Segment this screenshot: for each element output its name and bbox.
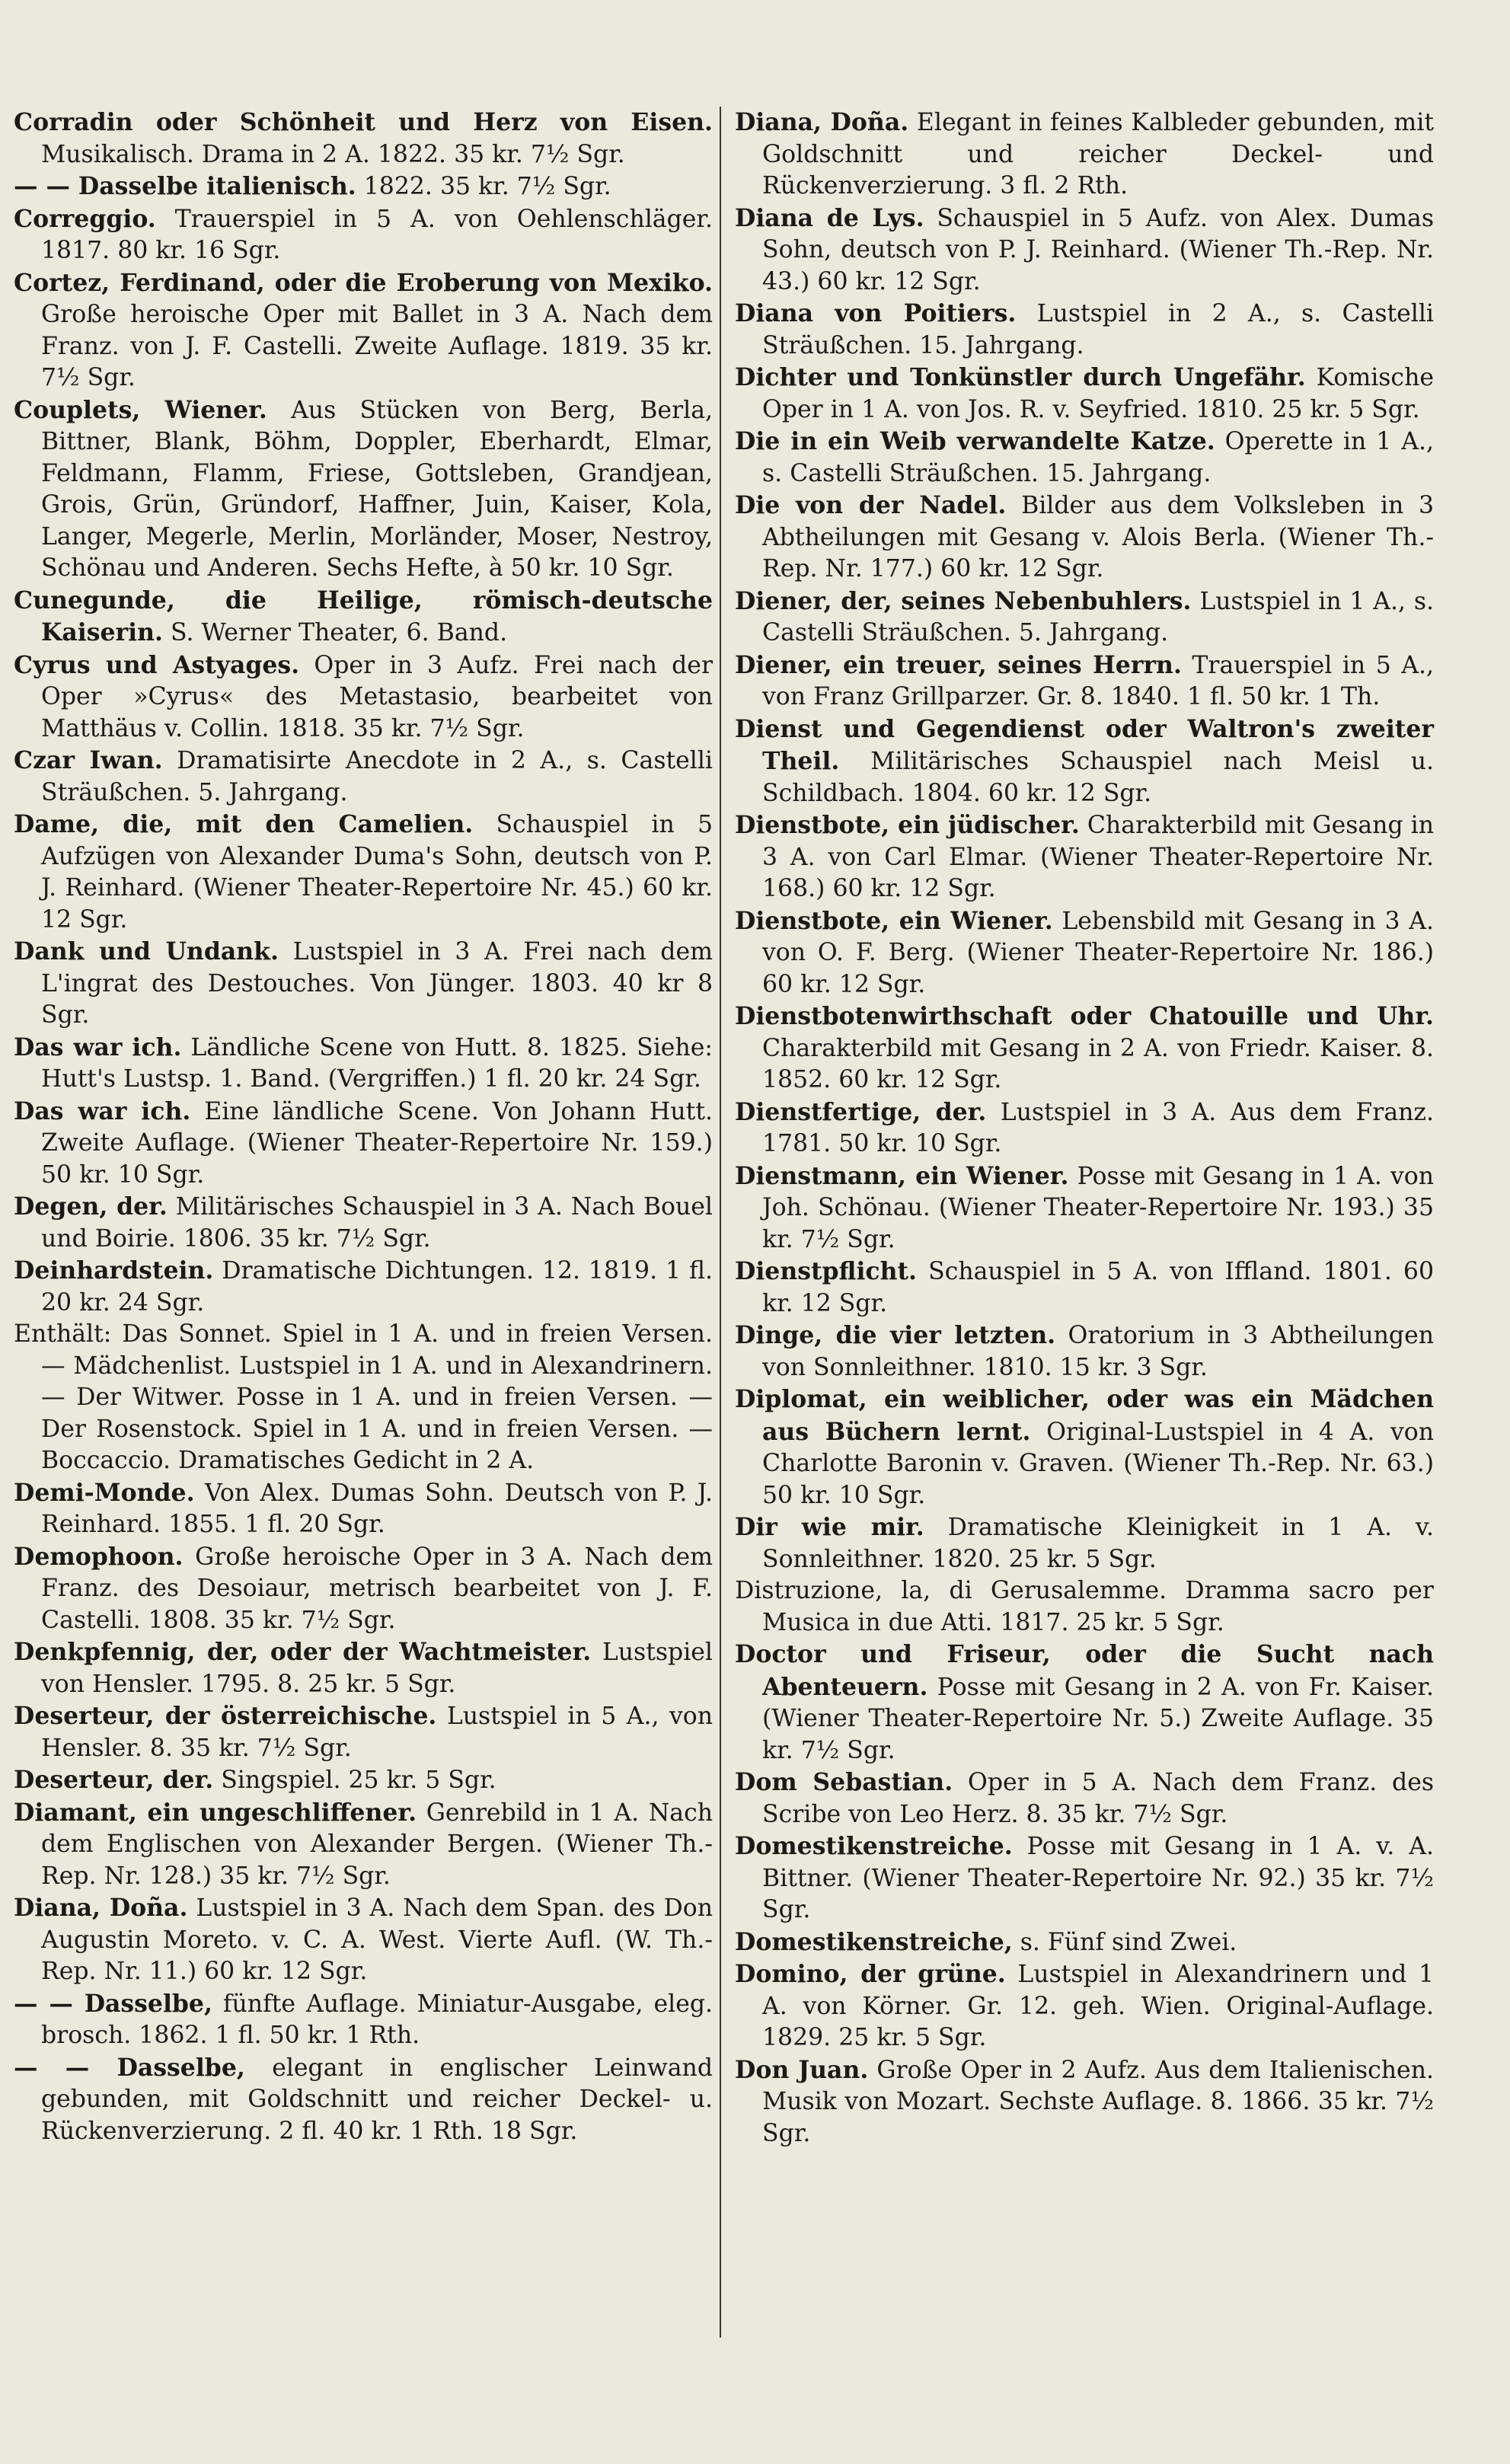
entry-text: Lustspiel in 1 A., s. Castelli Sträußchen. 5. Jahrgang. xyxy=(762,587,1435,646)
entry-text: Posse mit Gesang in 1 A. v. A. Bittner. (Wiener Theater-Repertoire Nr. 92.) 35 kr. 7½ Sgr. xyxy=(762,1833,1435,1923)
catalog-entry xyxy=(735,298,1434,362)
catalog-entry xyxy=(735,1511,1434,1575)
catalog-entry xyxy=(14,267,713,394)
entry-title: Dienstbote, ein Wiener. xyxy=(735,906,1053,935)
entry-title: Dichter und Tonkünstler durch Ungefähr. xyxy=(735,363,1306,391)
entry-title: Dienstpflicht. xyxy=(735,1257,918,1285)
entry-title: Diener, der, seines Nebenbuhlers. xyxy=(735,586,1192,615)
catalog-entry xyxy=(735,1256,1434,1320)
entry-title: Deserteur, der österreichische. xyxy=(14,1702,437,1730)
catalog-entry xyxy=(14,650,713,745)
catalog-entry xyxy=(735,203,1434,298)
entry-title: Dank und Undank. xyxy=(14,937,279,965)
entry-title: Cunegunde, die Heilige, römisch-deutsche Kaiserin. xyxy=(14,586,713,646)
catalog-entry xyxy=(735,1575,1434,1639)
entry-text: fünfte Auflage. Miniatur-Ausgabe, eleg. brosch. 1862. 1 fl. 50 kr. 1 Rth. xyxy=(41,1990,713,2049)
entry-text: Dramatisirte Anecdote in 2 A., s. Castelli Sträußchen. 5. Jahrgang. xyxy=(41,747,713,806)
catalog-entry xyxy=(735,1639,1434,1767)
entry-text: Operette in 1 A., s. Castelli Sträußchen. 15. Jahrgang. xyxy=(762,428,1434,487)
entry-text: Aus Stücken von Berg, Berla, Bittner, Blank, Böhm, Doppler, Eberhardt, Elmar, Feldmann, Flamm, Friese, Gottsleben, Grandjean, Grois, Grün, Gründorf, Haffner, Juin, Kaiser, Kola, Langer, Megerle, Merlin, Morländer, Moser, Nestroy, Schönau und Anderen. Sechs Hefte, à 50 kr. 10 Sgr. xyxy=(41,396,713,582)
entry-text: elegant in englischer Leinwand gebunden, mit Goldschnitt und reicher Deckel- u. Rückenverzierung. 2 fl. 40 kr. 1 Rth. 18 Sgr. xyxy=(41,2054,713,2145)
catalog-entry xyxy=(14,1764,713,1797)
entry-title: Diamant, ein ungeschliffener. xyxy=(14,1798,417,1827)
entry-title: Die von der Nadel. xyxy=(735,491,1007,519)
catalog-entry xyxy=(735,362,1434,426)
catalog-entry xyxy=(735,1958,1434,2054)
entry-text: Lustspiel in Alexandrinern und 1 A. von Körner. Gr. 12. geh. Wien. Original-Auflage. 1829. 25 kr. 5 Sgr. xyxy=(762,1961,1435,2051)
entry-title: Doctor und Friseur, oder die Sucht nach Abenteuern. xyxy=(735,1640,1434,1701)
entry-text: Original-Lustspiel in 4 A. von Charlotte Baronin v. Graven. (Wiener Th.-Rep. Nr. 63.) 50 kr. 10 Sgr. xyxy=(762,1418,1434,1509)
entry-text: s. Fünf sind Zwei. xyxy=(1020,1928,1237,1956)
entry-text: Charakterbild mit Gesang in 2 A. von Friedr. Kaiser. 8. 1852. 60 kr. 12 Sgr. xyxy=(762,1034,1434,1093)
entry-text: Militärisches Schauspiel nach Meisl u. Schildbach. 1804. 60 kr. 12 Sgr. xyxy=(762,748,1434,807)
entry-text: Trauerspiel in 5 A., von Franz Grillparzer. Gr. 8. 1840. 1 fl. 50 kr. 1 Th. xyxy=(762,651,1435,710)
entry-title: Dienstmann, ein Wiener. xyxy=(735,1161,1069,1190)
catalog-entry xyxy=(735,426,1434,490)
entry-title: Dienstfertige, der. xyxy=(735,1097,987,1126)
entry-text: Oper in 5 A. Nach dem Franz. des Scribe von Leo Herz. 8. 35 kr. 7½ Sgr. xyxy=(762,1769,1435,1828)
entry-text: Lustspiel von Hensler. 1795. 8. 25 kr. 5 Sgr. xyxy=(41,1639,713,1698)
entry-title: Dienst und Gegendienst oder Waltron's zweiter Theil. xyxy=(735,714,1434,775)
entry-title: Correggio. xyxy=(14,204,156,233)
entry-text: Genrebild in 1 A. Nach dem Englischen von Alexander Bergen. (Wiener Th.-Rep. Nr. 128.) 35 kr. 7½ Sgr. xyxy=(41,1799,713,1890)
entry-title: Don Juan. xyxy=(735,2055,869,2084)
entry-title: Diana von Poitiers. xyxy=(735,299,1017,327)
entry-text: Distruzione, la, di Gerusalemme. Dramma sacro per Musica in due Atti. 1817. 25 kr. 5 Sgr. xyxy=(735,1577,1434,1636)
column-divider xyxy=(720,107,721,2338)
entry-text: Lustspiel in 2 A., s. Castelli Sträußchen. 15. Jahrgang. xyxy=(762,300,1435,359)
entry-title: — — Dasselbe, xyxy=(14,1989,212,2018)
entry-title: Diana de Lys. xyxy=(735,203,924,232)
entry-title: Corradin oder Schönheit und Herz von Eisen. xyxy=(14,108,713,136)
catalog-entry xyxy=(14,1191,713,1255)
entry-title: Denkpfennig, der, oder der Wachtmeister. xyxy=(14,1638,592,1666)
catalog-entry xyxy=(735,107,1434,203)
entry-text: Bilder aus dem Volksleben in 3 Abtheilungen mit Gesang v. Alois Berla. (Wiener Th.-Rep. Nr. 177.) 60 kr. 12 Sgr. xyxy=(762,492,1435,582)
entry-title: Das war ich. xyxy=(14,1096,191,1125)
entry-text: Trauerspiel in 5 A. von Oehlenschläger. 1817. 80 kr. 16 Sgr. xyxy=(41,205,713,264)
catalog-entry xyxy=(14,1319,713,1477)
catalog-entry xyxy=(14,1988,713,2052)
entry-title: — — Dasselbe italienisch. xyxy=(14,172,356,200)
entry-title: Czar Iwan. xyxy=(14,746,163,774)
entry-text: Oratorium in 3 Abtheilungen von Sonnleithner. 1810. 15 kr. 3 Sgr. xyxy=(762,1322,1434,1381)
entry-title: Diana, Doña. xyxy=(14,1894,188,1922)
entry-text: Charakterbild mit Gesang in 3 A. von Carl Elmar. (Wiener Theater-Repertoire Nr. 168.) 60 kr. 12 Sgr. xyxy=(762,812,1434,902)
catalog-entry xyxy=(735,1096,1434,1160)
entry-title: Diplomat, ein weiblicher, oder was ein Mädchen aus Büchern lernt. xyxy=(735,1385,1434,1446)
entry-text: Lustspiel in 3 A. Aus dem Franz. 1781. 50 kr. 10 Sgr. xyxy=(762,1098,1435,1157)
entry-title: Degen, der. xyxy=(14,1192,168,1221)
entry-text: Dramatische Dichtungen. 12. 1819. 1 fl. 20 kr. 24 Sgr. xyxy=(41,1257,713,1317)
entry-text: Große heroische Oper mit Ballet in 3 A. Nach dem Franz. von J. F. Castelli. Zweite Auflage. 1819. 35 kr. 7½ Sgr. xyxy=(41,301,713,391)
entry-text: Lustspiel in 5 A., von Hensler. 8. 35 kr. 7½ Sgr. xyxy=(41,1703,713,1762)
catalog-entry xyxy=(735,1320,1434,1384)
catalog-entry xyxy=(14,745,713,809)
entry-title: Deserteur, der. xyxy=(14,1766,214,1794)
catalog-entry xyxy=(735,905,1434,1001)
entry-text: Komische Oper in 1 A. von Jos. R. v. Seyfried. 1810. 25 kr. 5 Sgr. xyxy=(762,364,1435,423)
catalog-entry xyxy=(14,1477,713,1541)
entry-text: Eine ländliche Scene. Von Johann Hutt. Zweite Auflage. (Wiener Theater-Repertoire Nr. 159.) 50 kr. 10 Sgr. xyxy=(41,1097,713,1189)
entry-title: Dienstbotenwirthschaft oder Chatouille und Uhr. xyxy=(735,1002,1434,1030)
entry-title: Dinge, die vier letzten. xyxy=(735,1321,1056,1349)
catalog-entry xyxy=(735,1767,1434,1830)
catalog-entry xyxy=(735,1830,1434,1926)
right-column xyxy=(735,107,1434,2150)
entry-title: Cyrus und Astyages. xyxy=(14,650,300,679)
entry-text: Schauspiel in 5 A. von Iffland. 1801. 60 kr. 12 Sgr. xyxy=(762,1258,1435,1317)
entry-title: Dame, die, mit den Camelien. xyxy=(14,810,474,838)
catalog-entry xyxy=(14,203,713,267)
catalog-entry xyxy=(14,936,713,1032)
entry-text: Von Alex. Dumas Sohn. Deutsch von P. J. Reinhard. 1855. 1 fl. 20 Sgr. xyxy=(41,1479,713,1538)
catalog-entry xyxy=(14,1892,713,1988)
catalog-entry xyxy=(735,713,1434,810)
entry-text: Lebensbild mit Gesang in 3 A. von O. F. Berg. (Wiener Theater-Repertoire Nr. 186.) 60 kr. 12 Sgr. xyxy=(762,907,1434,998)
entry-text: 1822. 35 kr. 7½ Sgr. xyxy=(363,173,611,200)
entry-text: Ländliche Scene von Hutt. 8. 1825. Siehe: Hutt's Lustsp. 1. Band. (Vergriffen.) 1 fl. 20 kr. 24 Sgr. xyxy=(41,1033,713,1093)
catalog-entry xyxy=(14,107,713,171)
entry-text: Elegant in feines Kalbleder gebunden, mit Goldschnitt und reicher Deckel- und Rückenverzierung. 3 fl. 2 Rth. xyxy=(762,109,1435,199)
entry-title: Cortez, Ferdinand, oder die Eroberung von Mexiko. xyxy=(14,268,713,297)
entry-title: Domestikenstreiche, xyxy=(735,1927,1013,1956)
entry-text: S. Werner Theater, 6. Band. xyxy=(170,619,508,646)
entry-title: Diener, ein treuer, seines Herrn. xyxy=(735,650,1182,679)
left-column xyxy=(14,107,713,2147)
catalog-entry xyxy=(14,1032,713,1096)
entry-title: Domestikenstreiche. xyxy=(735,1832,1013,1860)
entry-text: Posse mit Gesang in 2 A. von Fr. Kaiser. (Wiener Theater-Repertoire Nr. 5.) Zweite Auflage. 35 kr. 7½ Sgr. xyxy=(762,1673,1435,1764)
catalog-entry xyxy=(14,809,713,936)
entry-text: Lustspiel in 3 A. Nach dem Span. des Don Augustin Moreto. v. C. A. West. Vierte Aufl. (W. Th.-Rep. Nr. 11.) 60 kr. 12 Sgr. xyxy=(41,1894,713,1985)
entry-text: Dramatische Kleinigkeit in 1 A. v. Sonnleithner. 1820. 25 kr. 5 Sgr. xyxy=(762,1514,1434,1573)
catalog-entry xyxy=(735,1926,1434,1959)
entry-text: Große Oper in 2 Aufz. Aus dem Italienischen. Musik von Mozart. Sechste Auflage. 8. 1866. 35 kr. 7½ Sgr. xyxy=(762,2056,1434,2147)
entry-text: Oper in 3 Aufz. Frei nach der Oper »Cyrus« des Metastasio, bearbeitet von Matthäus v. Collin. 1818. 35 kr. 7½ Sgr. xyxy=(41,651,713,742)
entry-text: Musikalisch. Drama in 2 A. 1822. 35 kr. 7½ Sgr. xyxy=(41,140,625,168)
catalog-entry xyxy=(735,490,1434,586)
entry-text: Enthält: Das Sonnet. Spiel in 1 A. und in freien Versen. — Mädchenlist. Lustspiel in 1 A. und in Alexandrinern. — Der Witwer. Posse in 1 A. und in freien Versen. — Der Rosenstock. Spiel in 1 A. und in freien Versen. — Boccaccio. Dramatisches Gedicht in 2 A. xyxy=(14,1320,713,1474)
entry-title: Demi-Monde. xyxy=(14,1478,195,1507)
entry-title: Domino, der grüne. xyxy=(735,1960,1006,1988)
catalog-entry xyxy=(14,1096,713,1192)
catalog-entry xyxy=(735,1001,1434,1096)
entry-text: Schauspiel in 5 Aufz. von Alex. Dumas Sohn, deutsch von P. J. Reinhard. (Wiener Th.-Rep. Nr. 43.) 60 kr. 12 Sgr. xyxy=(762,204,1434,295)
catalog-entry xyxy=(14,394,713,585)
entry-title: Dom Sebastian. xyxy=(735,1768,953,1796)
catalog-entry xyxy=(14,1797,713,1893)
entry-text: Posse mit Gesang in 1 A. von Joh. Schönau. (Wiener Theater-Repertoire Nr. 193.) 35 kr. 7½ Sgr. xyxy=(762,1162,1434,1253)
catalog-entry xyxy=(735,1384,1434,1511)
entry-title: Dir wie mir. xyxy=(735,1513,924,1541)
catalog-entry xyxy=(14,1700,713,1764)
entry-title: Demophoon. xyxy=(14,1542,184,1571)
catalog-entry xyxy=(735,1160,1434,1256)
catalog-entry xyxy=(735,586,1434,650)
entry-title: Dienstbote, ein jüdischer. xyxy=(735,811,1080,839)
entry-text: Lustspiel in 3 A. Frei nach dem L'ingrat des Destouches. Von Jünger. 1803. 40 kr 8 Sgr. xyxy=(41,938,713,1029)
entry-title: Deinhardstein. xyxy=(14,1256,214,1285)
entry-text: Singspiel. 25 kr. 5 Sgr. xyxy=(221,1767,496,1794)
catalog-entry xyxy=(735,2054,1434,2150)
catalog-entry xyxy=(735,809,1434,905)
entry-text: Militärisches Schauspiel in 3 A. Nach Bouel und Boirie. 1806. 35 kr. 7½ Sgr. xyxy=(41,1193,713,1253)
entry-text: Schauspiel in 5 Aufzügen von Alexander Duma's Sohn, deutsch von P. J. Reinhard. (Wiener Theater-Repertoire Nr. 45.) 60 kr. 12 Sgr. xyxy=(41,811,713,934)
catalog-entry xyxy=(735,650,1434,713)
entry-title: Diana, Doña. xyxy=(735,108,909,136)
entry-title: Couplets, Wiener. xyxy=(14,395,267,424)
entry-title: Die in ein Weib verwandelte Katze. xyxy=(735,427,1215,455)
entry-title: — — Dasselbe, xyxy=(14,2053,245,2082)
catalog-entry xyxy=(14,2052,713,2148)
catalog-entry xyxy=(14,1255,713,1319)
catalog-entry xyxy=(14,171,713,203)
entry-title: Das war ich. xyxy=(14,1033,182,1061)
catalog-entry xyxy=(14,1541,713,1637)
catalog-entry xyxy=(14,1636,713,1700)
catalog-entry xyxy=(14,585,713,650)
entry-text: Große heroische Oper in 3 A. Nach dem Franz. des Desoiaur, metrisch bearbeitet von J. F. Castelli. 1808. 35 kr. 7½ Sgr. xyxy=(41,1543,713,1634)
